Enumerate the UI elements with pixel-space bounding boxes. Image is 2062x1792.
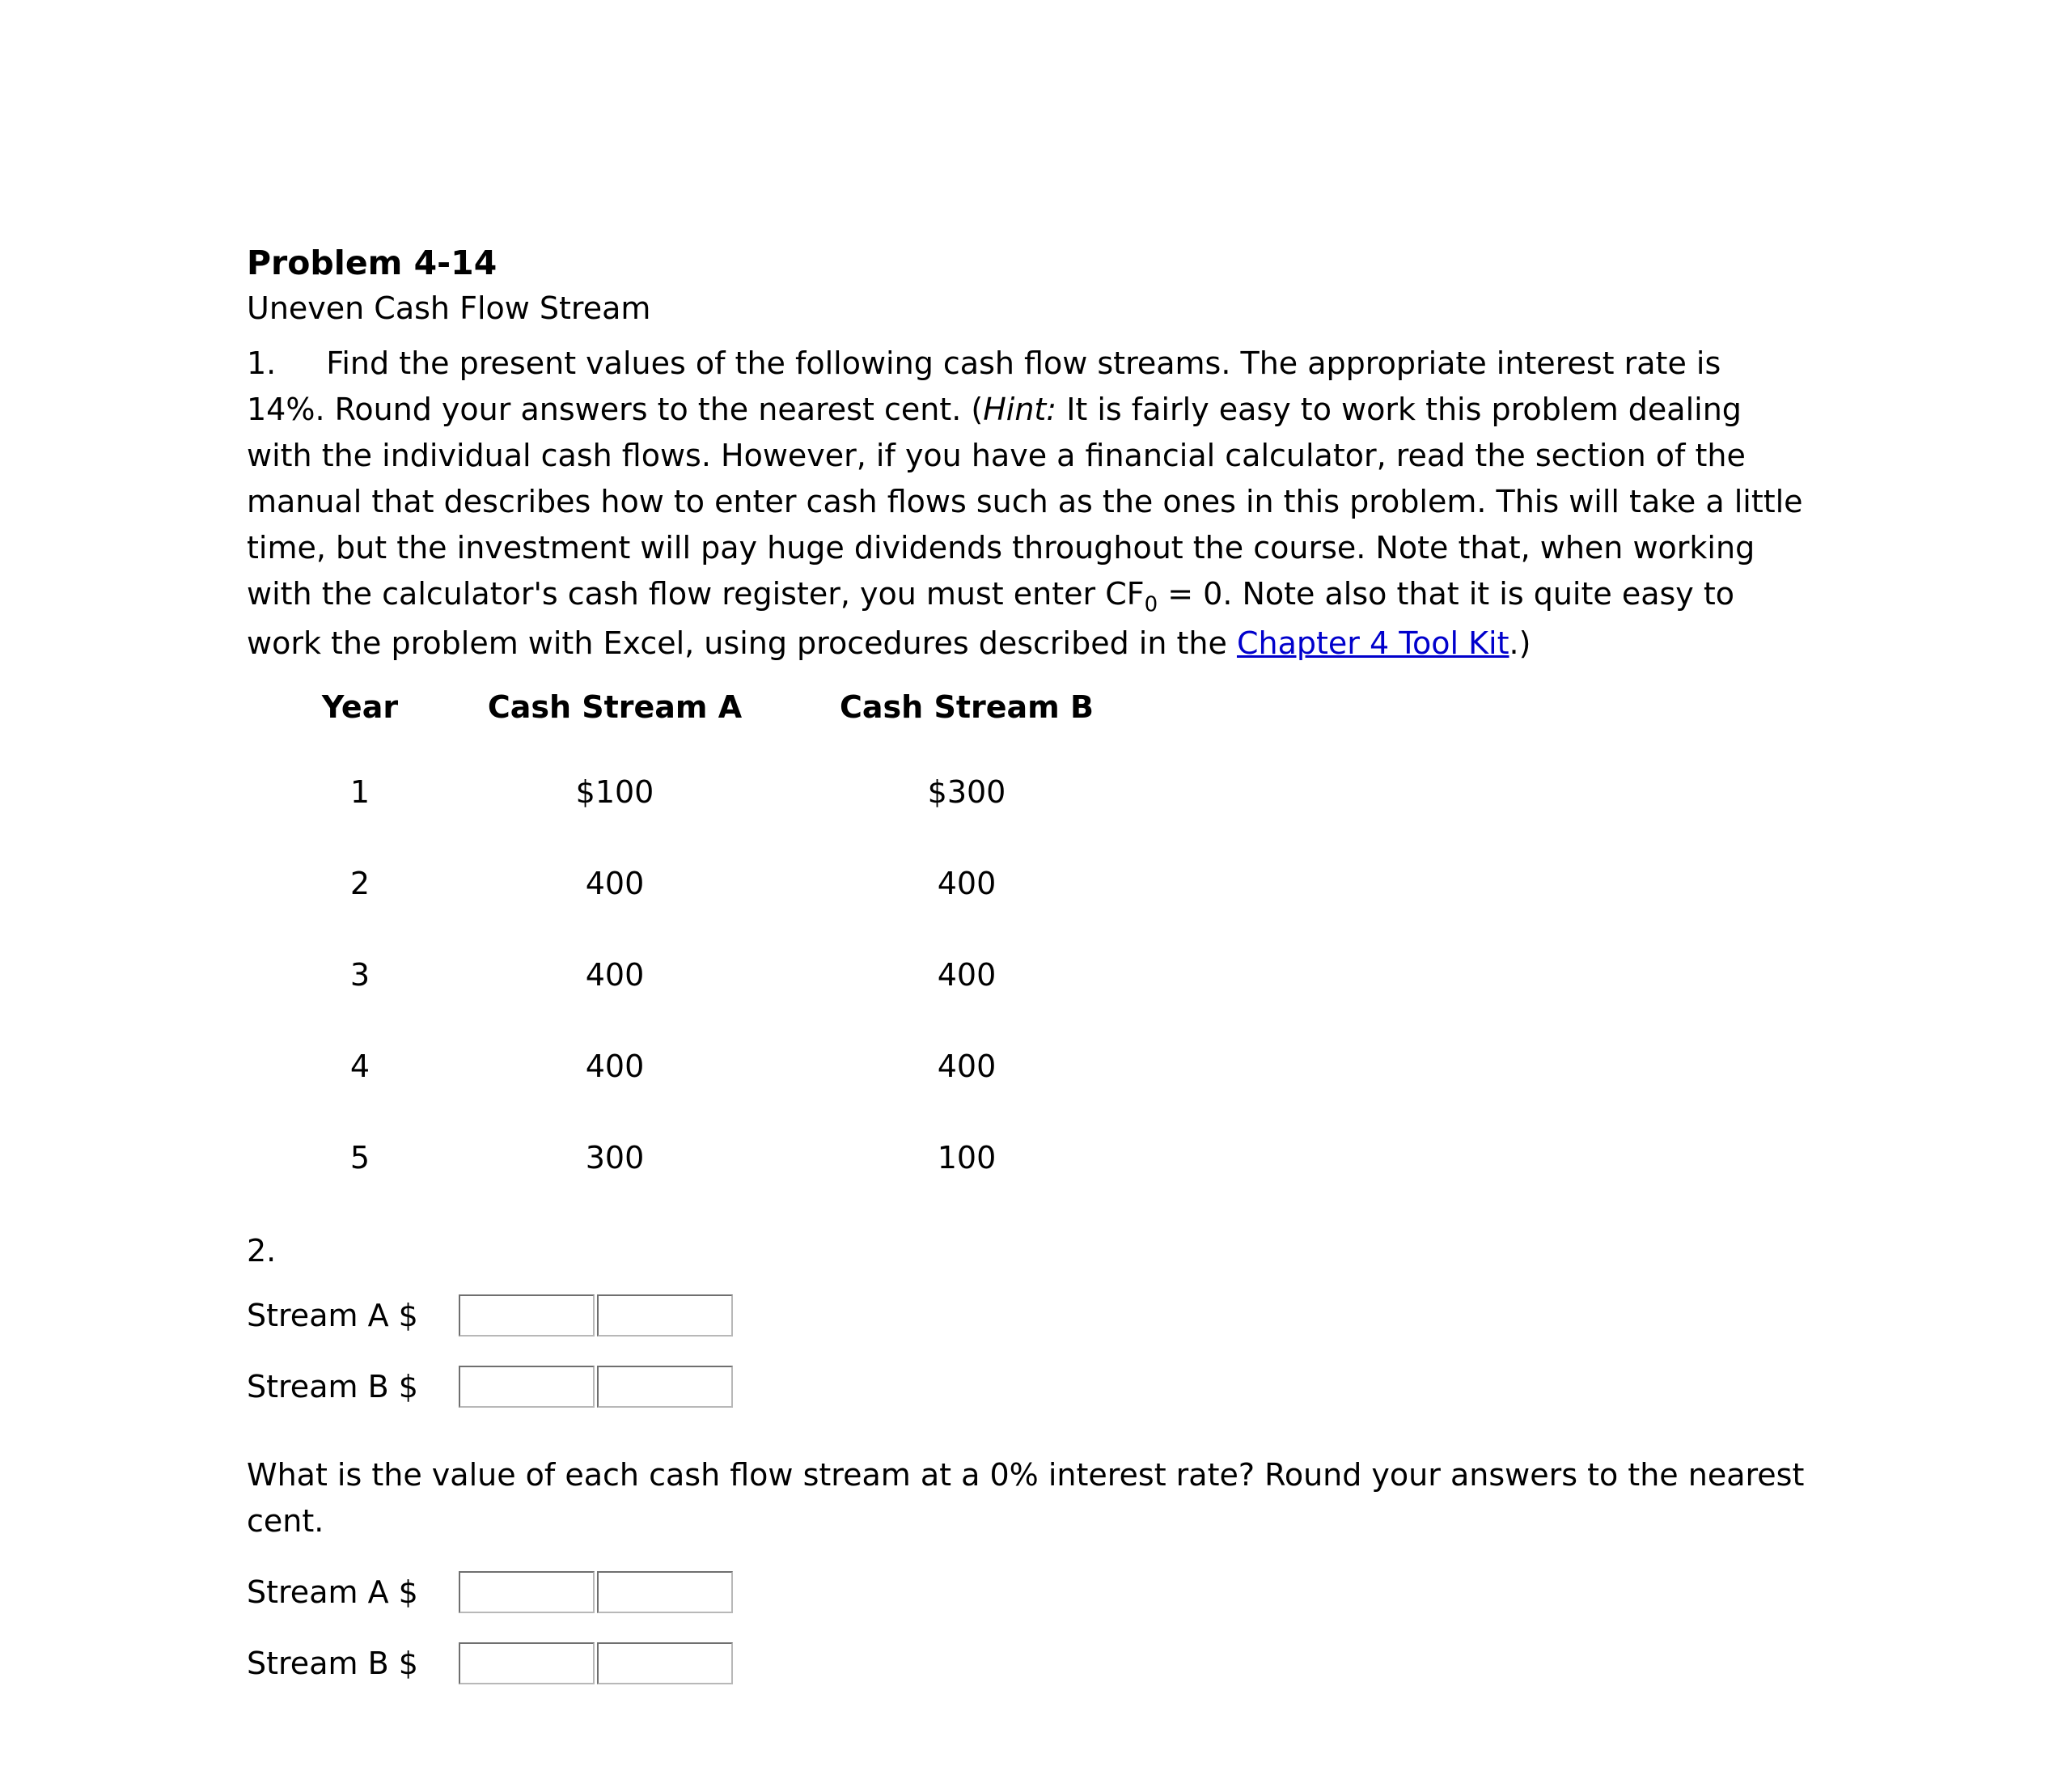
table-row bbox=[295, 1021, 1128, 1112]
table-row bbox=[295, 930, 1128, 1021]
cell-stream-a: $100 bbox=[575, 774, 654, 811]
question-1-text-after-sub: = 0. Note also that it is quite easy to work the problem with Excel, using procedures described in the bbox=[247, 575, 1734, 662]
stream-a-zero-rate-input-2[interactable] bbox=[597, 1571, 733, 1613]
cell-year: 4 bbox=[349, 1049, 370, 1085]
stream-a-pv-input-1[interactable] bbox=[459, 1294, 595, 1337]
table-row bbox=[295, 1112, 1128, 1204]
problem-page bbox=[247, 243, 1808, 1708]
stream-b-zero-rate-input-1[interactable] bbox=[459, 1642, 595, 1684]
cash-flow-table bbox=[295, 678, 1128, 1204]
cell-stream-b: 400 bbox=[937, 957, 997, 993]
cell-year: 1 bbox=[349, 774, 370, 811]
question-2-number: 2. bbox=[247, 1233, 277, 1269]
answer-row-stream-b-zero-rate bbox=[247, 1637, 1808, 1690]
question-1-text-middle: It is fairly easy to work this problem dealing with the individual cash flows. However, if you have a financial calculator, read the section of the manual that describes how to enter cash flows such as the ones in this problem. This will take a little time, but the investment will pay huge dividends throughout the course. Note that, when working with the calculator's cash flow register, you must enter CF bbox=[247, 391, 1803, 612]
cell-stream-a: 300 bbox=[585, 1140, 645, 1176]
chapter-4-tool-kit-link[interactable]: Chapter 4 Tool Kit bbox=[1236, 625, 1509, 662]
table-row bbox=[295, 838, 1128, 930]
stream-a-zero-rate-label: Stream A $ bbox=[247, 1574, 418, 1610]
cell-year: 5 bbox=[349, 1140, 370, 1176]
stream-b-zero-rate-input-pair bbox=[459, 1642, 733, 1684]
question-1-text-end: .) bbox=[1509, 625, 1531, 662]
problem-subtitle: Uneven Cash Flow Stream bbox=[247, 290, 651, 327]
stream-b-pv-input-pair bbox=[459, 1366, 733, 1408]
cell-stream-b: $300 bbox=[927, 774, 1006, 811]
col-header-stream-a: Cash Stream A bbox=[487, 689, 743, 726]
answer-row-stream-a-pv bbox=[247, 1289, 1808, 1342]
stream-a-pv-input-pair bbox=[459, 1294, 733, 1337]
stream-b-pv-label: Stream B $ bbox=[247, 1368, 418, 1404]
col-header-stream-b: Cash Stream B bbox=[840, 689, 1094, 726]
stream-a-pv-input-2[interactable] bbox=[597, 1294, 733, 1337]
question-1-text-start: Find the present values of the following cash flow streams. The appropriate interest rate is 14%. Round your answers to the nearest cent. ( bbox=[247, 345, 1721, 427]
stream-b-zero-rate-label: Stream B $ bbox=[247, 1645, 418, 1681]
cell-stream-a: 400 bbox=[585, 957, 645, 993]
question-1-paragraph bbox=[247, 341, 1808, 667]
cell-stream-a: 400 bbox=[585, 1049, 645, 1085]
cf-zero-subscript: 0 bbox=[1144, 592, 1158, 617]
cell-stream-b: 100 bbox=[937, 1140, 997, 1176]
answer-row-stream-a-zero-rate bbox=[247, 1565, 1808, 1619]
question-1-number: 1. bbox=[247, 345, 277, 381]
cell-stream-b: 400 bbox=[937, 866, 997, 902]
zero-rate-question-text: What is the value of each cash flow stream at a 0% interest rate? Round your answers to the nearest cent. bbox=[247, 1457, 1805, 1540]
stream-b-pv-input-2[interactable] bbox=[597, 1366, 733, 1408]
cell-stream-a: 400 bbox=[585, 866, 645, 902]
hint-label: Hint: bbox=[983, 391, 1057, 427]
answer-row-stream-b-pv bbox=[247, 1360, 1808, 1413]
cell-stream-b: 400 bbox=[937, 1049, 997, 1085]
stream-b-pv-input-1[interactable] bbox=[459, 1366, 595, 1408]
problem-title: Problem 4-14 bbox=[247, 244, 498, 282]
table-header-row bbox=[295, 678, 1128, 747]
stream-b-zero-rate-input-2[interactable] bbox=[597, 1642, 733, 1684]
stream-a-pv-label: Stream A $ bbox=[247, 1297, 418, 1333]
table-row bbox=[295, 747, 1128, 838]
cell-year: 3 bbox=[349, 957, 370, 993]
col-header-year: Year bbox=[321, 689, 399, 726]
cell-year: 2 bbox=[349, 866, 370, 902]
stream-a-zero-rate-input-1[interactable] bbox=[459, 1571, 595, 1613]
stream-a-zero-rate-input-pair bbox=[459, 1571, 733, 1613]
